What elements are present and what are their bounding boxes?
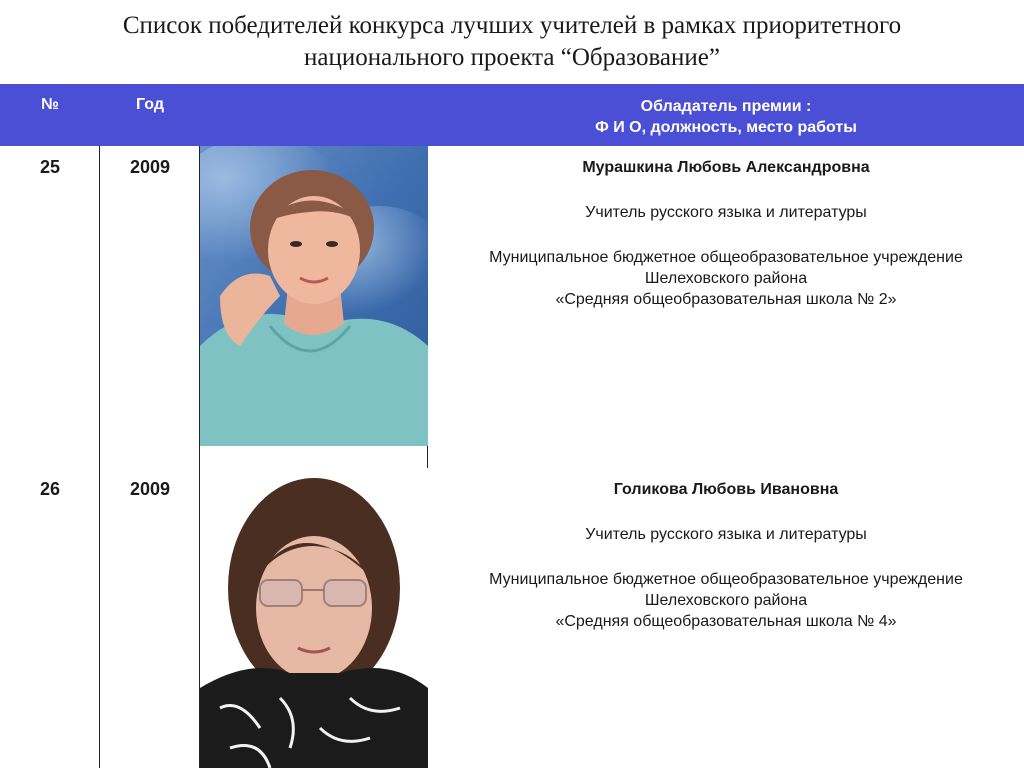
row-1-info (428, 157, 1024, 310)
page-title-line-2: национального проекта “Образование” (304, 44, 720, 71)
page-title (0, 10, 1024, 74)
page-title-line-1: Список победителей конкурса лучших учителей в рамках приоритетного (122, 12, 902, 39)
workplace-line-3: «Средняя общеобразовательная школа № 2» (555, 291, 897, 308)
table-header (0, 84, 1024, 146)
header-holder-line-2: Ф И О, должность, место работы (595, 119, 857, 136)
winner-workplace (428, 569, 1024, 632)
row-2-number: 26 (39, 479, 61, 499)
row-1-year: 2009 (129, 157, 171, 177)
winner-name: Мурашкина Любовь Александровна (582, 159, 870, 176)
row-2-info (428, 479, 1024, 632)
row-2-photo (200, 468, 428, 768)
row-1-number: 25 (39, 157, 61, 177)
header-number: № (41, 96, 59, 113)
winner-position: Учитель русского языка и литературы (585, 526, 867, 543)
winner-name: Голикова Любовь Ивановна (613, 481, 839, 498)
winner-workplace (428, 247, 1024, 310)
row-1-photo (200, 146, 428, 446)
workplace-line-2: Шелеховского района (644, 592, 808, 609)
workplace-line-1: Муниципальное бюджетное общеобразовательное учреждение (489, 249, 963, 266)
header-holder-line-1: Обладатель премии : (640, 98, 812, 115)
column-divider (99, 146, 100, 768)
portrait-image (200, 146, 428, 446)
workplace-line-1: Муниципальное бюджетное общеобразовательное учреждение (489, 571, 963, 588)
row-2-year: 2009 (129, 479, 171, 499)
workplace-line-2: Шелеховского района (644, 270, 808, 287)
workplace-line-3: «Средняя общеобразовательная школа № 4» (555, 613, 897, 630)
header-holder (428, 96, 1024, 138)
header-year: Год (136, 96, 164, 113)
portrait-image (200, 468, 428, 768)
winner-position: Учитель русского языка и литературы (585, 204, 867, 221)
